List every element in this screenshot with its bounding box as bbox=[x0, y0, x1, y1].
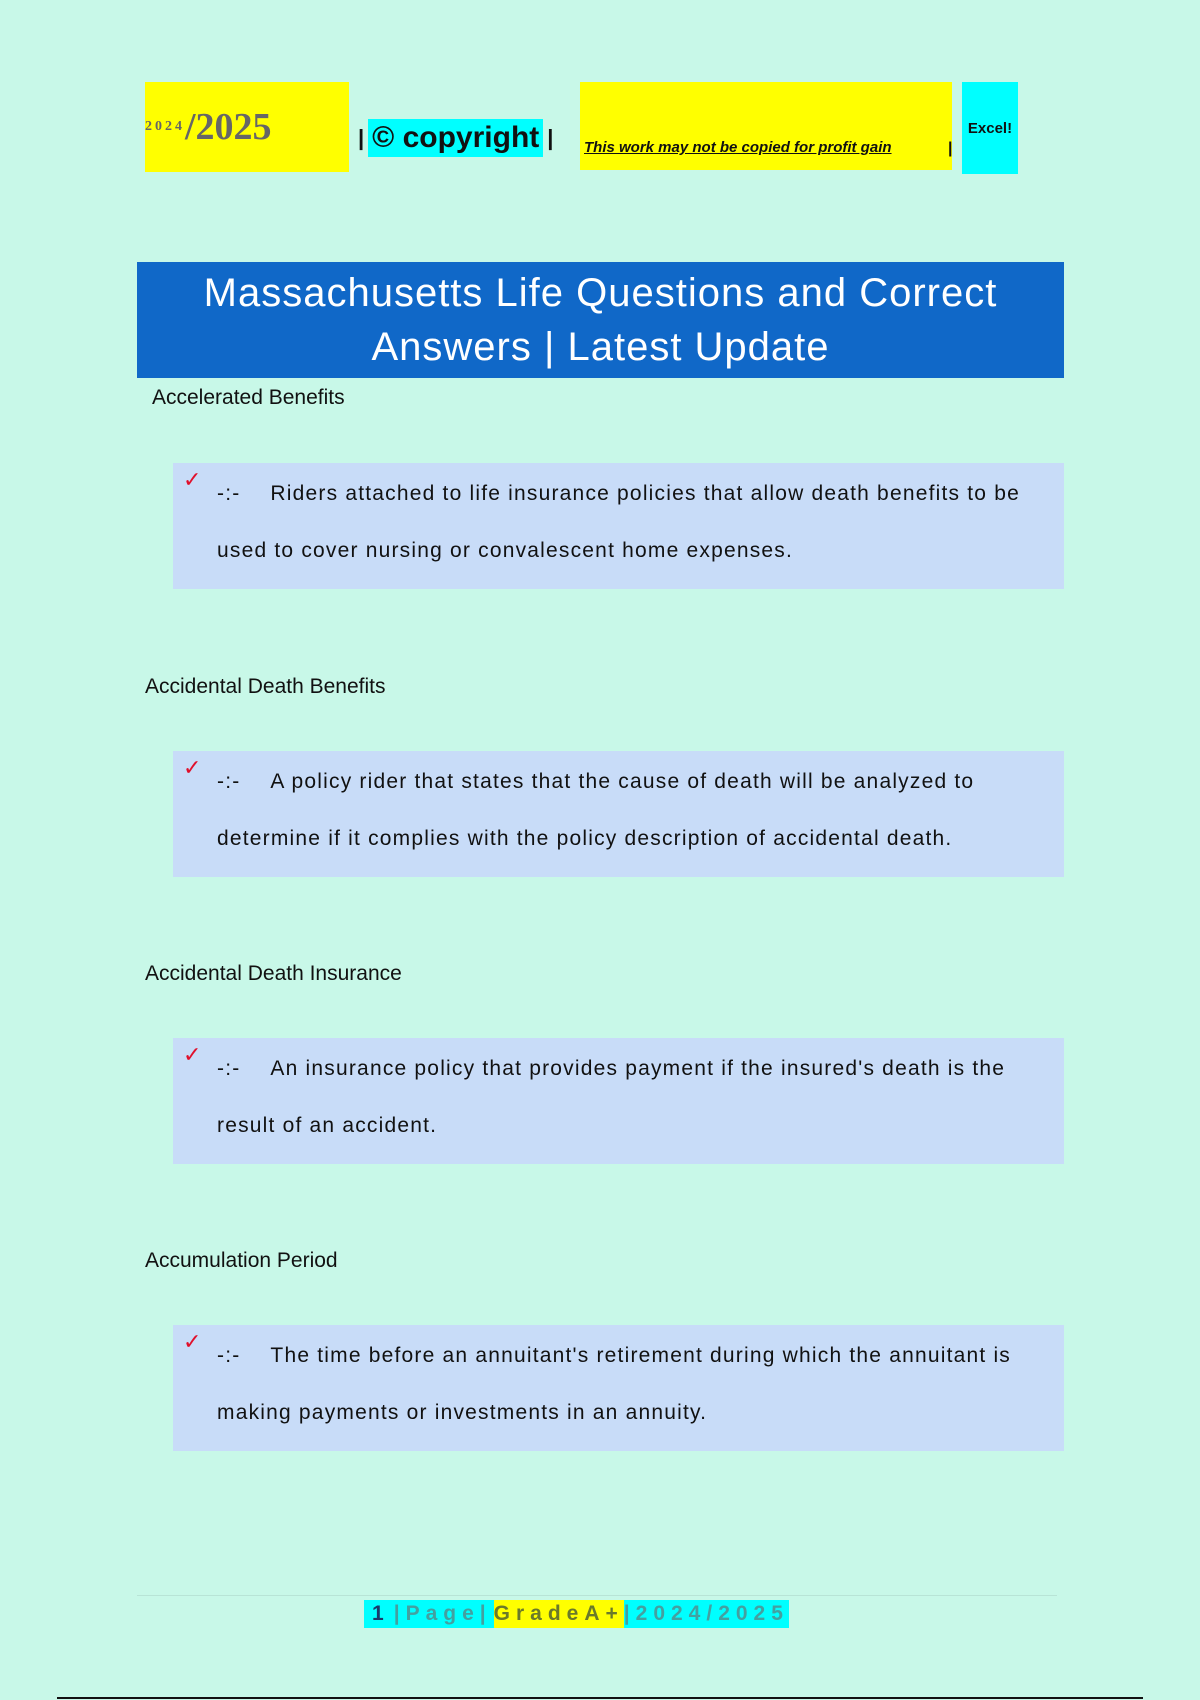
checkmark-icon: ✓ bbox=[183, 755, 202, 780]
checkmark-icon: ✓ bbox=[183, 467, 202, 492]
footer-page-label: |Page| bbox=[394, 1600, 494, 1628]
entry-term: Accumulation Period bbox=[145, 1249, 338, 1272]
page-title bbox=[137, 262, 1064, 378]
year-small: 2024 bbox=[145, 119, 185, 134]
answer-box bbox=[173, 1038, 1064, 1164]
answer-body: The time before an annuitant's retirement during which the annuitant is making payments or investments in an annuity. bbox=[217, 1344, 1012, 1424]
answer-dash: -:- bbox=[217, 482, 241, 505]
answer-text bbox=[217, 753, 1047, 867]
footer-divider bbox=[137, 1595, 1057, 1596]
footer-grade: GradeA+ bbox=[494, 1600, 624, 1628]
answer-text bbox=[217, 1327, 1047, 1441]
separator: | bbox=[948, 140, 953, 157]
checkmark-icon: ✓ bbox=[183, 1042, 202, 1067]
answer-body: Riders attached to life insurance policies that allow death benefits to be used to cover nursing or convalescent home expenses. bbox=[217, 482, 1020, 562]
copyright-label: © copyright bbox=[368, 119, 543, 157]
notice-text: This work may not be copied for profit gain bbox=[584, 139, 892, 156]
answer-dash: -:- bbox=[217, 770, 241, 793]
entry-term: Accidental Death Benefits bbox=[145, 675, 386, 698]
answer-dash: -:- bbox=[217, 1344, 241, 1367]
excel-badge bbox=[962, 82, 1018, 174]
notice-box bbox=[580, 82, 952, 170]
entry-term: Accidental Death Insurance bbox=[145, 962, 402, 985]
answer-text bbox=[217, 465, 1047, 579]
page-footer bbox=[364, 1600, 789, 1628]
footer-year: |2024/2025 bbox=[624, 1600, 789, 1628]
entry-term: Accelerated Benefits bbox=[152, 386, 345, 409]
answer-body: A policy rider that states that the cause of death will be analyzed to determine if it complies with the policy description of accidental death. bbox=[217, 770, 975, 850]
document-header bbox=[0, 82, 1200, 174]
checkmark-icon: ✓ bbox=[183, 1329, 202, 1354]
answer-box bbox=[173, 463, 1064, 589]
year-big: /2025 bbox=[185, 106, 272, 148]
bottom-divider bbox=[57, 1697, 1143, 1699]
answer-box bbox=[173, 751, 1064, 877]
answer-text bbox=[217, 1040, 1047, 1154]
answer-dash: -:- bbox=[217, 1057, 241, 1080]
page-title-text: Massachusetts Life Questions and Correct Answers | Latest Update bbox=[203, 271, 998, 369]
year-badge bbox=[145, 82, 349, 172]
copyright-notice bbox=[358, 118, 553, 158]
separator: | bbox=[358, 125, 365, 150]
excel-label: Excel! bbox=[967, 119, 1013, 137]
separator: | bbox=[547, 125, 554, 150]
footer-page-number: 1 bbox=[364, 1600, 394, 1628]
answer-box bbox=[173, 1325, 1064, 1451]
answer-body: An insurance policy that provides payment if the insured's death is the result of an accident. bbox=[217, 1057, 1006, 1137]
